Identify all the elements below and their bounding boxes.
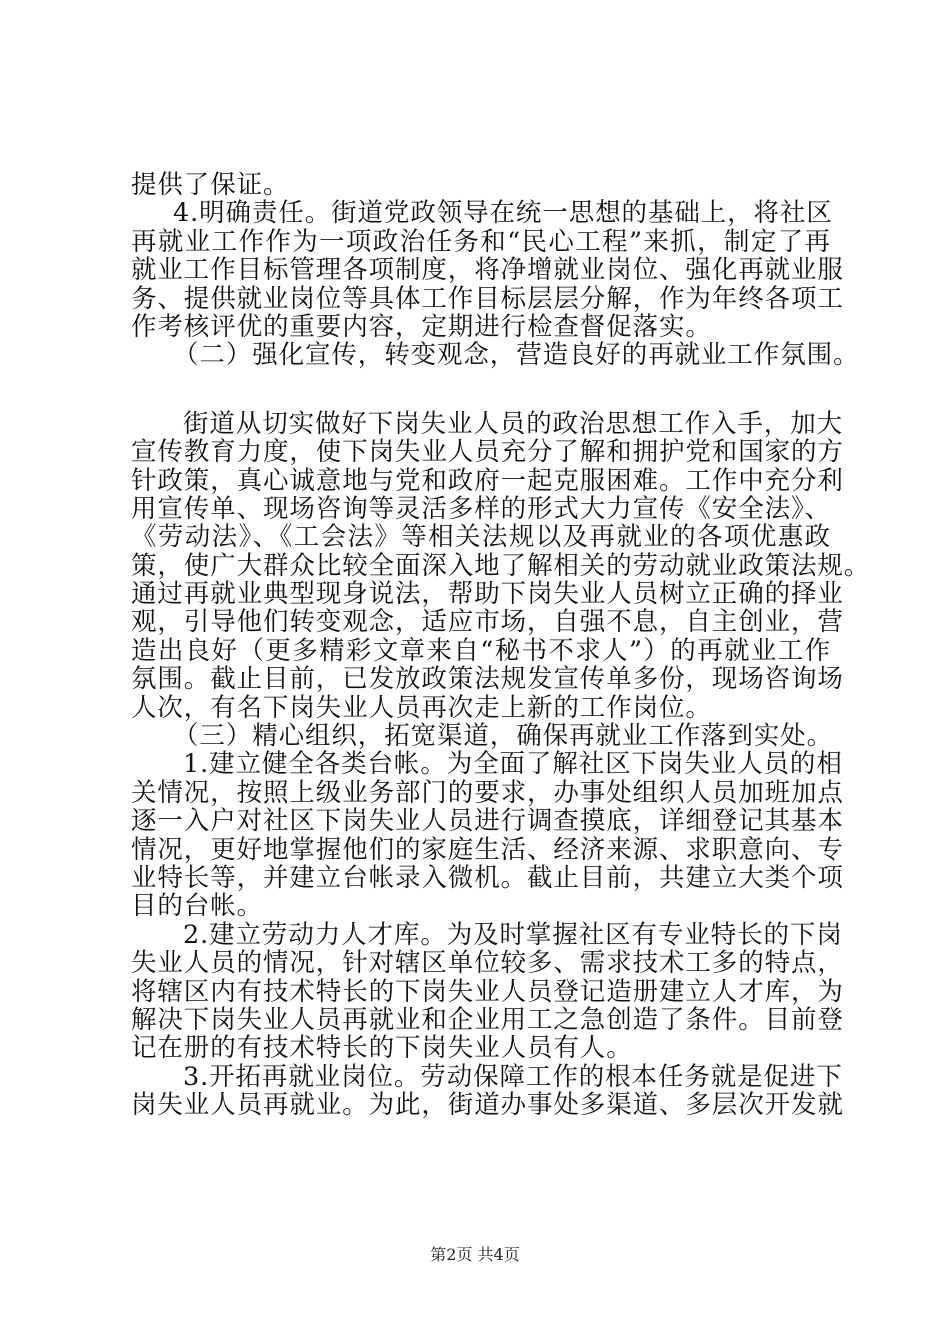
text-line: 策，使广大群众比较全面深入地了解相关的劳动就业政策法规。 — [131, 550, 871, 581]
text-line: 作考核评优的重要内容，定期进行检查督促落实。 — [131, 311, 712, 342]
text-line: 逐一入户对社区下岗失业人员进行调查摸底，详细登记其基本 — [131, 806, 844, 837]
text-line: 宣传教育力度，使下岗失业人员充分了解和拥护党和国家的方 — [131, 437, 844, 468]
text-line: 业特长等，并建立台帐录入微机。截止目前，共建立大类个项 — [131, 862, 844, 893]
text-line: 失业人员的情况，针对辖区单位较多、需求技术工多的特点， — [131, 948, 844, 979]
text-line: 3.开拓再就业岗位。劳动保障工作的根本任务就是促进下 — [183, 1061, 843, 1092]
paragraph-gap — [131, 370, 831, 410]
text-block-1 — [131, 170, 860, 371]
text-line: 将辖区内有技术特长的下岗失业人员登记造册建立人才库，为 — [131, 976, 844, 1007]
text-line: 提供了保证。 — [131, 170, 290, 200]
text-line: 情况，更好地掌握他们的家庭生活、经济来源、求职意向、专 — [131, 834, 844, 865]
text-line: 关情况，按照上级业务部门的要求，办事处组织人员加班加点 — [131, 777, 844, 808]
text-line: 就业工作目标管理各项制度，将净增就业岗位、强化再就业服 — [131, 255, 844, 286]
text-line: （三）精心组织，拓宽渠道，确保再就业工作落到实处。 — [173, 721, 834, 752]
page-footer: 第2页 共4页 — [430, 1245, 520, 1264]
text-line: 用宣传单、现场咨询等灵活多样的形式大力宣传《安全法》、 — [131, 493, 832, 524]
text-line: 造出良好（更多精彩文章来自“秘书不求人”）的再就业工作 — [131, 635, 831, 666]
text-line: 观，引导他们转变观念，适应市场，自强不息，自主创业，营 — [131, 607, 844, 638]
text-line: 解决下岗失业人员再就业和企业用工之急创造了条件。目前登 — [131, 1004, 844, 1035]
text-line: 再就业工作作为一项政治任务和“民心工程”来抓，制定了再 — [131, 226, 831, 257]
text-line: 针政策，真心诚意地与党和政府一起克服困难。工作中充分利 — [131, 465, 844, 496]
text-line: 通过再就业典型现身说法，帮助下岗失业人员树立正确的择业 — [131, 579, 844, 610]
text-line: 1.建立健全各类台帐。为全面了解社区下岗失业人员的相 — [183, 749, 843, 780]
text-line: 4.明确责任。街道党政领导在统一思想的基础上，将社区 — [173, 198, 833, 229]
document-body — [131, 170, 871, 1121]
text-block-2 — [131, 408, 871, 1121]
text-line: 氛围。截止目前，已发放政策法规发宣传单多份，现场咨询场 — [131, 664, 844, 695]
text-line: 记在册的有技术特长的下岗失业人员有人。 — [131, 1033, 633, 1064]
text-line: 人次，有名下岗失业人员再次走上新的工作岗位。 — [131, 692, 712, 723]
text-line: 街道从切实做好下岗失业人员的政治思想工作入手，加大 — [183, 408, 844, 439]
text-line: （二）强化宣传，转变观念，营造良好的再就业工作氛围。 — [173, 340, 860, 371]
text-line: 务、提供就业岗位等具体工作目标层层分解，作为年终各项工 — [131, 283, 844, 314]
text-line: 目的台帐。 — [131, 891, 264, 922]
text-line: 2.建立劳动力人才库。为及时掌握社区有专业特长的下岗 — [183, 919, 843, 950]
text-line: 《劳动法》、《工会法》等相关法规以及再就业的各项优惠政 — [131, 522, 831, 553]
text-line: 岗失业人员再就业。为此，街道办事处多渠道、多层次开发就 — [131, 1090, 844, 1121]
